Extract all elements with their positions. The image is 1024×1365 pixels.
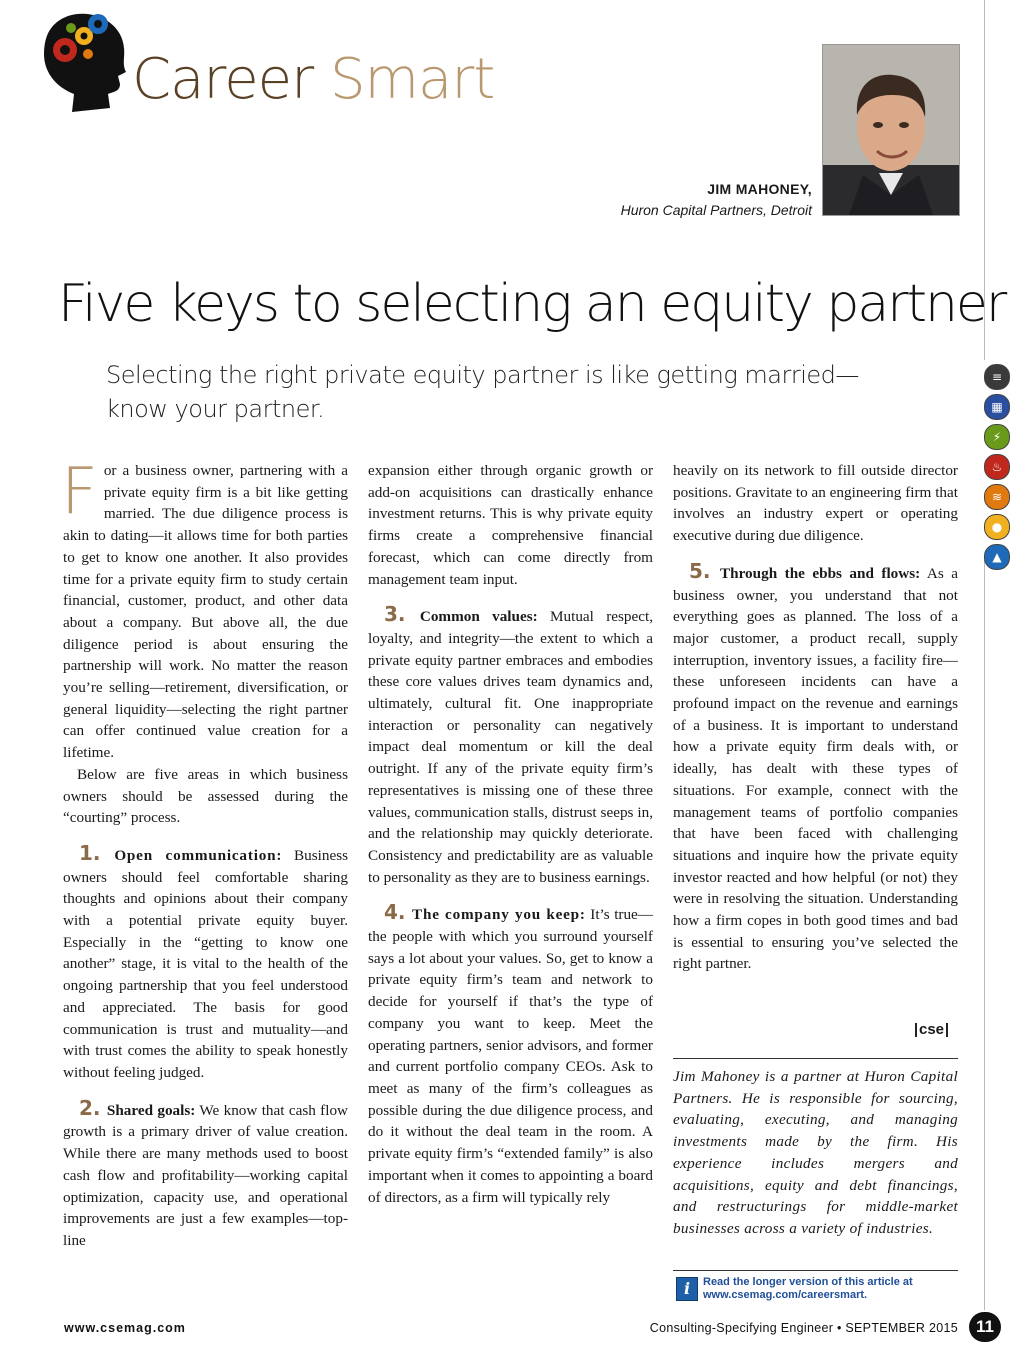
intro-text: or a business owner, partnering with a private equity firm is a bit like getting married. The due diligence process is akin to dating—it allows time for both parties to get to know one another. It also provides time for a private equity firm to study certain financial, customer, product, and other data about a company. But above all, the due diligence period is about ensuring the partnership will work. No matter the reason you’re selling—retirement, diversification, or general liquidity—selecting the right partner can offer continued value creation for a lifetime. xyxy=(63,462,348,762)
deck: Selecting the right private equity partner is like getting married—know your partner. xyxy=(106,361,859,423)
column-title xyxy=(132,47,495,112)
read-more-line-1: Read the longer version of this article at xyxy=(703,1276,913,1288)
author-name: JIM MAHONEY, xyxy=(707,181,812,197)
lightning-icon: ⚡ xyxy=(984,424,1010,450)
key-5-text: As a business owner, you understand that not everything goes as planned. The loss of a major customer, a product recall, supply interruption, inventory issues, a facility fire—these unforeseen incidents can have a profound impact on the revenue and earnings of a business. It is important to understand how a private equity firm deals with, or ideally, has dealt with these types of situations. For example, connect with the management teams of portfolio companies that have been faced with challenging situations and inquire how the private equity investor reacted and how helpful (or not) they were in resolving the situation. Understanding how a firm copes in both good times and bad is essential to ensuring you’ve selected the right partner. xyxy=(673,564,958,973)
calculator-icon: ≡ xyxy=(984,364,1010,390)
lightbulb-icon: ● xyxy=(984,514,1010,540)
read-more-link[interactable] xyxy=(703,1276,913,1302)
article-column-3 xyxy=(673,460,958,975)
key-2-text: We know that cash flow growth is a primary driver of value creation. While there are many methods used to boost cash flow and profitability—working capital optimization, capacity use, and operational improvements are just a few examples—top-line xyxy=(63,1101,349,1249)
key-4 xyxy=(368,902,653,1208)
section-tabs xyxy=(984,364,1012,574)
key-4-number: 4. xyxy=(384,900,406,925)
key-1 xyxy=(63,840,349,1084)
column-title-word1: Career xyxy=(132,47,314,112)
column-title-word2: Smart xyxy=(329,47,495,112)
intro-paragraph xyxy=(61,455,348,764)
key-4-title: The company you keep: xyxy=(412,906,586,924)
key-1-text: Business owners should feel comfortable sharing thoughts and opinions about their company with a potential private equity buyer. Especially in the “getting to know one another” stage, it is vital to the health of the ongoing partnership that you feel understood and appreciated. The basis for good communication is trust and mutuality—and with trust comes the ability to speak honestly without feeling judged. xyxy=(63,846,349,1081)
key-1-number: 1. xyxy=(79,840,101,865)
page-edge-rule xyxy=(984,0,985,360)
author-bio: Jim Mahoney is a partner at Huron Capital Partners. He is responsible for sourcing, evaluating, executing, and managing investments made by the firm. His experience includes mergers and acquisitions, equity and debt financings, and restructurings for middle-market businesses across a variety of industries. xyxy=(673,1068,958,1237)
key-3-text: Mutual respect, loyalty, and integrity—the extent to which a private equity partner embraces and embodies these core values drives team dynamics and, ultimately, cultural fit. One inappropriate interaction or personality can negatively impact deal momentum or kill the deal outright. If any of the private equity firm’s representatives is missing one of these three values, communication stalls, distrust seeps in, and the relationship may quickly deteriorate. Consistency and predictability are as valuable to personality as they are to business earnings. xyxy=(368,608,654,886)
flame-icon: ♨ xyxy=(984,454,1010,480)
footer-publication: Consulting-Specifying Engineer • SEPTEMBER 2015 xyxy=(649,1321,958,1335)
headline: Five keys to selecting an equity partner xyxy=(58,274,1006,334)
info-icon: i xyxy=(676,1277,698,1301)
key-5-title: Through the ebbs and flows: xyxy=(720,564,921,582)
key-3-number: 3. xyxy=(384,602,406,627)
key-4-text: It’s true—the people with which you surround yourself says a lot about your values. So, get to know a private equity firm’s team and network to decide for yourself if that’s the type of company you want to keep. Meet the operating partners, senior advisors, and former and current portfolio company CEOs. Ask to meet as many of the firm’s colleagues as possible during the due diligence process, and do it without the deal team in the room. A private equity firm’s “extended family” is also important when it comes to appointing a board of directors, as a firm will typically rely xyxy=(368,906,653,1206)
drop-cap: F xyxy=(61,455,98,529)
key-5-number: 5. xyxy=(689,558,711,583)
key-1-title: Open communication: xyxy=(114,846,283,864)
author-affiliation: Huron Capital Partners, Detroit xyxy=(620,202,812,218)
read-more-url[interactable]: www.csemag.com/careersmart. xyxy=(703,1289,868,1301)
career-smart-logo-icon xyxy=(38,8,130,116)
article-column-1 xyxy=(61,455,349,1252)
key-3 xyxy=(368,604,653,888)
key-2 xyxy=(63,1095,349,1252)
author-photo xyxy=(822,44,960,216)
intro-paragraph-2: Below are five areas in which business owners should be assessed during the “courting” process. xyxy=(63,765,348,827)
water-drop-icon: ▲ xyxy=(984,544,1010,570)
bio-divider xyxy=(673,1058,958,1059)
article-column-2 xyxy=(368,460,653,1208)
col3-continuation: heavily on its network to fill outside director positions. Gravitate to an engineering firm that involves an industry expert or operating executive during due diligence. xyxy=(673,462,958,545)
page-edge-rule-lower xyxy=(984,560,985,1310)
page-number: 11 xyxy=(969,1312,1001,1342)
key-2-title: Shared goals: xyxy=(106,1101,196,1119)
key-2-number: 2. xyxy=(79,1095,101,1120)
cta-divider xyxy=(673,1270,958,1271)
col2-continuation: expansion either through organic growth or add-on acquisitions can drastically enhance investment returns. This is why private equity firms create a comprehensive financial forecast, which can come directly from management team input. xyxy=(368,462,653,588)
key-5 xyxy=(673,558,958,975)
heat-icon: ≋ xyxy=(984,484,1010,510)
building-icon: ▦ xyxy=(984,394,1010,420)
end-mark-badge: cse xyxy=(915,1023,948,1037)
key-3-title: Common values: xyxy=(419,608,538,626)
footer-website: www.csemag.com xyxy=(64,1321,186,1335)
